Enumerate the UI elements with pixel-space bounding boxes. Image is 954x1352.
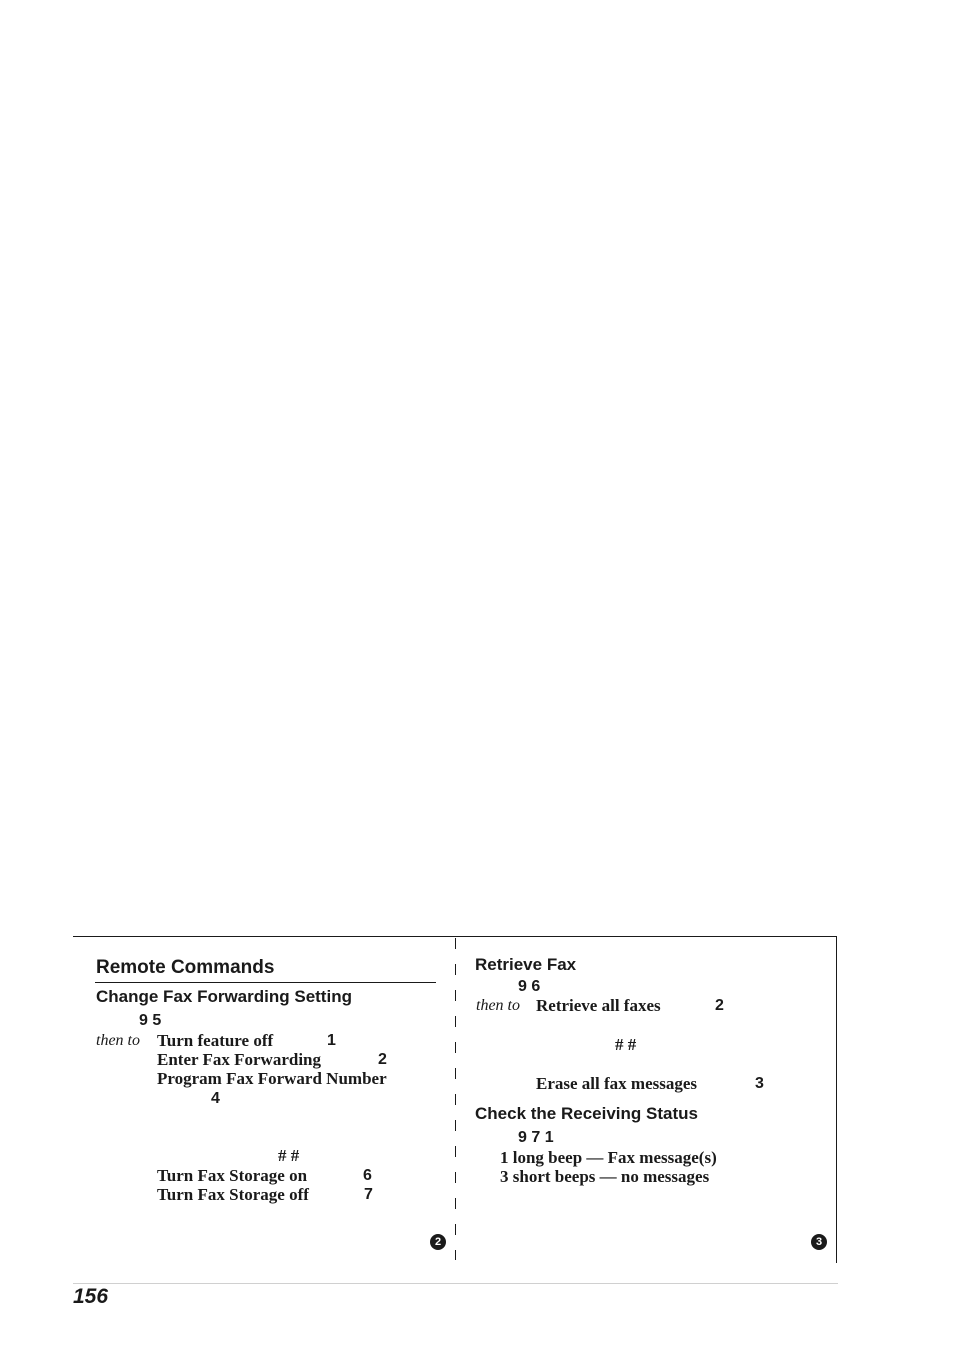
check-status-heading: Check the Receiving Status — [475, 1104, 698, 1123]
remote-commands-heading: Remote Commands — [96, 957, 275, 978]
status-key-code: 9 7 1 — [518, 1129, 554, 1146]
then-to-label-right: then to — [476, 997, 520, 1014]
panel-right-border — [836, 936, 837, 1263]
retrieve-fax-heading: Retrieve Fax — [475, 955, 577, 974]
fax-forwarding-key-code: 9 5 — [139, 1012, 162, 1029]
option-label-program-number: Program Fax Forward Number — [157, 1069, 387, 1088]
hash-keys-right: # # — [615, 1035, 637, 1054]
option-key-storage-on: 6 — [363, 1167, 372, 1184]
option-key-enter-forwarding: 2 — [378, 1051, 387, 1068]
panel-top-rule — [73, 936, 837, 937]
option-label-storage-on: Turn Fax Storage on — [157, 1166, 308, 1185]
option-key-program-number: 4 — [211, 1090, 220, 1107]
option-key-turn-off: 1 — [327, 1032, 336, 1049]
page-number: 156 — [73, 1285, 109, 1308]
retrieve-fax-key-code: 9 6 — [518, 978, 541, 995]
erase-all-label: Erase all fax messages — [536, 1074, 698, 1093]
status-line-long-beep: 1 long beep — Fax message(s) — [500, 1148, 717, 1167]
option-label-enter-forwarding: Enter Fax Forwarding — [157, 1050, 322, 1069]
retrieve-all-label: Retrieve all faxes — [536, 996, 661, 1015]
panel-marker-3: 3 — [811, 1234, 827, 1250]
panel-marker-2: 2 — [430, 1234, 446, 1250]
hash-keys: # # — [278, 1146, 300, 1165]
status-line-short-beeps: 3 short beeps — no messages — [500, 1167, 710, 1186]
then-to-label: then to — [96, 1032, 140, 1049]
retrieve-all-key: 2 — [715, 997, 724, 1014]
change-fax-forwarding-heading: Change Fax Forwarding Setting — [96, 987, 352, 1006]
option-label-storage-off: Turn Fax Storage off — [157, 1185, 309, 1204]
heading-underline — [95, 982, 436, 983]
erase-all-key: 3 — [755, 1075, 764, 1092]
cut-line-divider — [455, 938, 456, 1260]
footer-rule — [73, 1283, 838, 1284]
option-label-turn-off: Turn feature off — [157, 1031, 274, 1050]
option-key-storage-off: 7 — [364, 1186, 373, 1203]
